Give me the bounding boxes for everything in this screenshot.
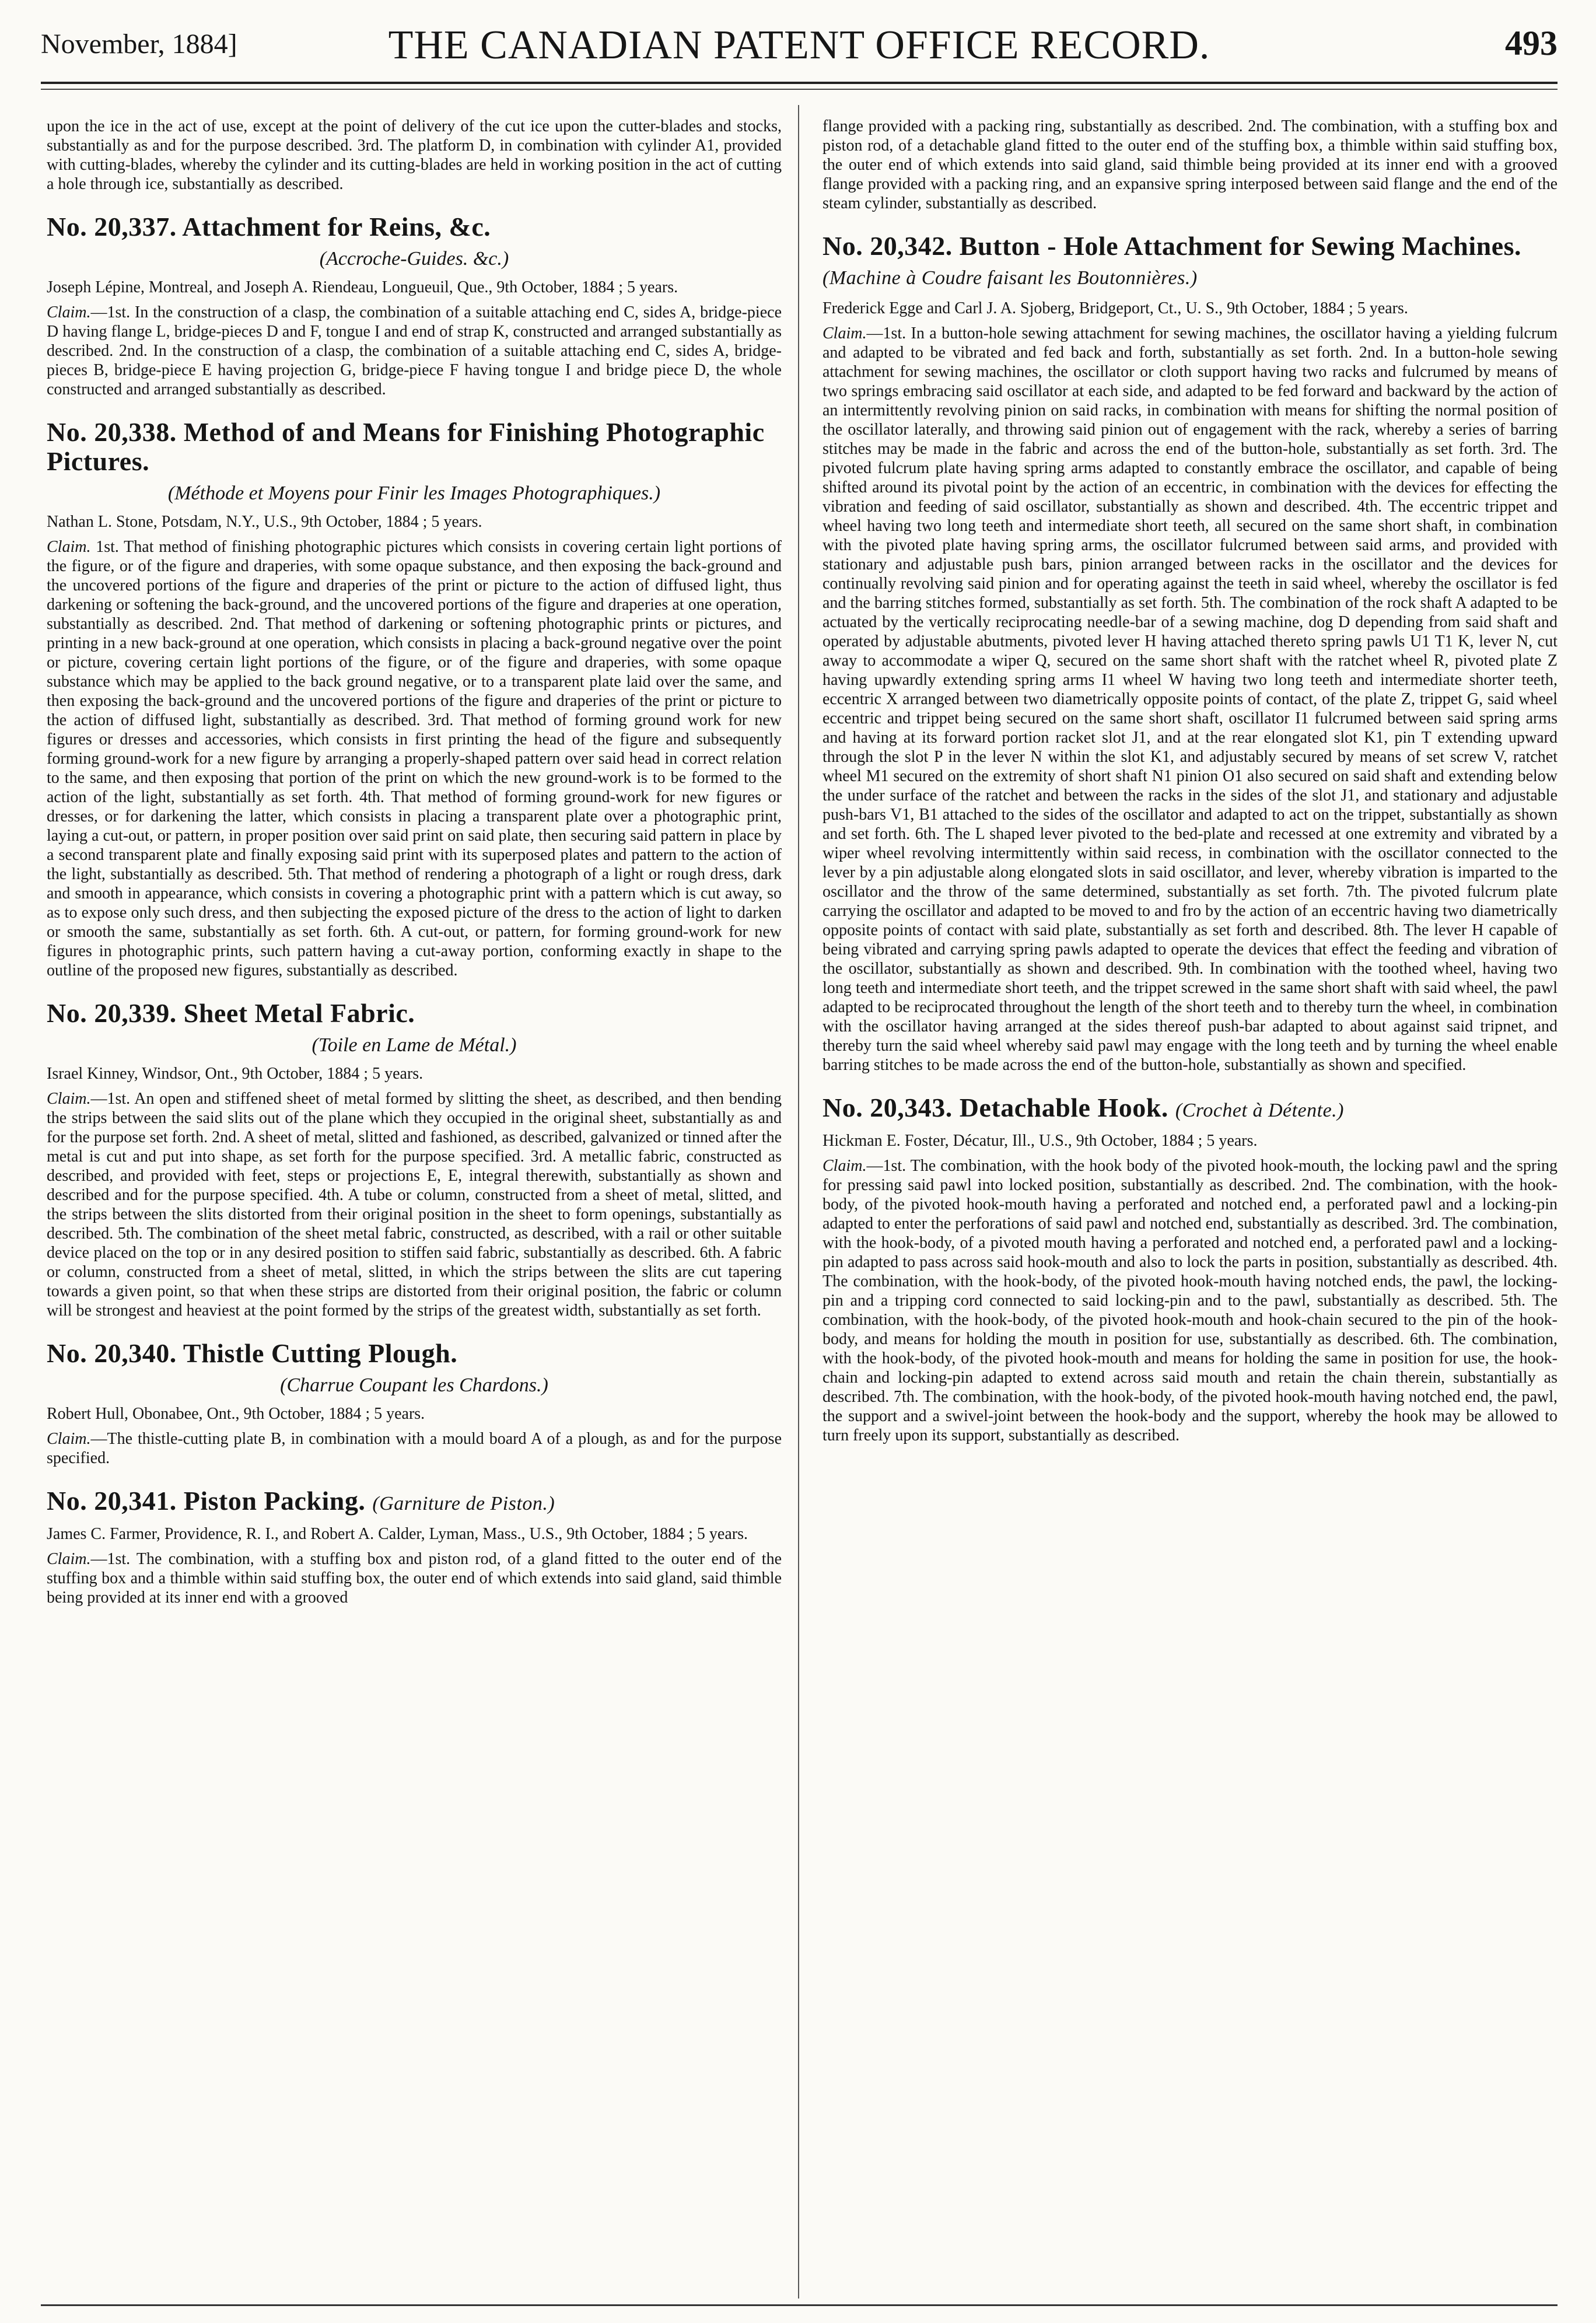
patent-claims <box>47 537 782 980</box>
patent-entry-20341 <box>47 1486 782 1607</box>
patent-title: Piston Packing. <box>183 1486 366 1516</box>
patent-claims <box>822 324 1558 1075</box>
patent-heading <box>822 232 1558 293</box>
patent-title-french: (Charrue Coupant les Chardons.) <box>280 1374 548 1396</box>
patent-inventor: Robert Hull, Obonabee, Ont., 9th October, 1884 ; 5 years. <box>47 1405 425 1423</box>
claims-text: —The thistle-cutting plate B, in combination with a mould board A of a plough, as and for the purpose specified. <box>47 1430 782 1467</box>
patent-entry-20338 <box>47 418 782 980</box>
claim-label: Claim. <box>47 538 91 556</box>
claims-text: —1st. The combination, with a stuffing box and piston rod, of a gland fitted to the outer end of the stuffing box and a thimble within said stuffing box, the outer end of which extends into said gland, said thimble being provided at its inner end with a grooved <box>47 1550 782 1607</box>
patent-inventor: James C. Farmer, Providence, R. I., and Robert A. Calder, Lyman, Mass., U.S., 9th October, 1884 ; 5 years. <box>47 1525 748 1543</box>
claim-label: Claim. <box>47 1090 91 1108</box>
left-column <box>47 117 782 2298</box>
patent-title: Detachable Hook. <box>959 1093 1168 1122</box>
patent-claims <box>822 1156 1558 1445</box>
claim-label: Claim. <box>47 1430 91 1448</box>
patent-claims <box>47 1429 782 1468</box>
patent-title-french: (Accroche-Guides. &c.) <box>319 248 509 270</box>
patent-inventor: Frederick Egge and Carl J. A. Sjoberg, Bridgeport, Ct., U. S., 9th October, 1884 ; 5 years. <box>822 299 1408 317</box>
patent-title: Button - Hole Attachment for Sewing Machines. <box>959 231 1522 261</box>
patent-heading <box>47 1339 782 1368</box>
patent-number: No. 20,338. <box>47 417 177 447</box>
claims-text: —1st. An open and stiffened sheet of metal formed by slitting the sheet, as described, and then bending the strips between the said slits out of the plane which they occupied in the original sheet, substantially as and for the purpose set forth. 2nd. A sheet of metal, slitted and fashioned, as described, galvanized or tinned after the metal is cut and put into shape, as set forth for the purpose specified. 3rd. A metallic fabric, constructed as described, and provided with feet, steps or projections E, E, integral therewith, substantially as shown and described and for the purpose specified. 4th. A tube or column, constructed from a sheet of metal, slitted, and the strips between the slits distorted from their original position in the sheet to form openings, substantially as described. 5th. The combination of the sheet metal fabric, constructed, as described, with a rail or other suitable device placed on the top or in any desired position to stiffen said fabric, substantially as described. 6th. A fabric or column, constructed from a sheet of metal, slitted, in which the strips between the slits are cut tapering towards a given point, so that when these strips are distorted from their original position, the fabric or column will be strongest and heaviest at the point formed by the strips of the greatest width, substantially as set forth. <box>47 1090 782 1320</box>
patent-entry-20343 <box>822 1093 1558 1445</box>
claims-text: —1st. In a button-hole sewing attachment for sewing machines, the oscillator having a yielding fulcrum and adapted to be vibrated and fed back and forth, substantially as set forth. 2nd. In a button-hole sewing attachment for sewing machines, the oscillator or cloth support having two racks and fulcrumed by means of two springs embracing said oscillator at each side, and adapted to be fed forward and backward by the action of an intermittently revolving pinion on said racks, in combination with means for shifting the normal position of the oscillator laterally, and throwing said pinion out of engagement with the rack, whereby a series of barring stitches may be made in the fabric and across the end of the button-hole, substantially as set forth. 3rd. The pivoted fulcrum plate having spring arms adapted to constantly embrace the oscillator, and capable of being shifted around its pivotal point by the action of an eccentric, in combination with the devices for effecting the vibration and feeding of said oscillator, substantially as shown and described. 4th. The eccentric trippet and wheel having two long teeth and intermediate short teeth, all secured on the same short shaft, in combination with the pivoted plate having spring arms, the oscillator fulcrumed between said arms, and provided with stationary and adjustable push bars, pinion arranged between racks in the oscillator and the devices for continually revolving said pinion and for operating against the teeth in said wheel, whereby the oscillator is fed and the barring stitches formed, substantially as set forth. 5th. The combination of the rock shaft A adapted to be actuated by the vertically reciprocating needle-bar of a sewing machine, dog D depending from said shaft and operated by adjustable abutments, pivoted lever H having attached thereto spring pawls U1 T1 K, lever N, cut away to accommodate a wiper Q, secured on the same short shaft with the ratchet wheel R, pivoted plate Z having upwardly extending spring arms I1 wheel W having two long teeth and intermediate shorter teeth, eccentric X arranged between two diametrically opposite points of contact, of the plate Z, trippet G, said wheel eccentric and trippet being secured on the same short shaft, oscillator I1 fulcrumed between said spring arms and having at its forward portion racket slot J1, and at the rear elongated slot K1, pin T extending upward through the slot P in the lever N within the slot K1, and adjustably secured by means of set screw V, ratchet wheel M1 secured on the extremity of short shaft N1 pinion O1 also secured on said shaft and extending below the under surface of the ratchet and between the racks in the sides of the slot J1, and stationary and adjustable push-bars V1, B1 attached to the sides of the oscillator and adapted to act on the trippet, substantially as shown and set forth. 6th. The L shaped lever pivoted to the bed-plate and recessed at one extremity and vibrated by a wiper wheel revolving intermittently within said recess, in combination with the oscillator connected to the lever by a pin adjustable along elongated slots in said oscillator, and lever, whereby vibration is imparted to the oscillator and the throw of the same determined, substantially as set forth. 7th. The pivoted fulcrum plate carrying the oscillator and adapted to be moved to and fro by the action of an eccentric having two diametrically opposite points of contact with said plate, substantially as set forth and described. 8th. The lever H capable of being vibrated and carrying spring pawls adapted to operate the devices that effect the feeding and vibration of the oscillator, substantially as shown and described. 9th. In combination with the toothed wheel, having two long teeth and intermediate short teeth, and the trippet screwed in the same short shaft with said wheel, the pawl adapted to be reciprocated throughout the length of the short teeth and to thereby turn the wheel, in combination with the oscillator having arranged at the sides thereof push-bar adapted to about against said tripnet, and thereby turn the said wheel whereby said pawl may engage with the long teeth and by turning the wheel enable barring stitches to be made across the end of the button-hole, substantially as shown and specified. <box>822 324 1558 1074</box>
patent-claims <box>47 303 782 399</box>
patent-entry-20339 <box>47 999 782 1320</box>
patent-claims <box>47 1089 782 1320</box>
claims-text: —1st. The combination, with the hook body of the pivoted hook-mouth, the locking pawl and the spring for pressing said pawl into locked position, substantially as described. 2nd. The combination, with the hook-body, of the pivoted hook-mouth having a perforated and notched end, a perforated pawl and a locking-pin adapted to enter the perforations of said pawl and notched end, substantially as described. 3rd. The combination, with the hook-body, of a pivoted mouth having a perforated and notched end, a perforated pawl and a locking-pin adapted to pass across said hook-mouth and also to lock the parts in position, substantially as described. 4th. The combination, with the hook-body, of the pivoted hook-mouth having notched ends, the pawl, the locking-pin and a tripping cord connected to said locking-pin and to the pawl, substantially as described. 5th. The combination, with the hook-body, of the pivoted hook-mouth and hook-chain secured to the pin of the hook-body, and means for holding the mouth in position for use, substantially as described. 6th. The combination, with the hook-body, of the pivoted hook-mouth and means for holding the same in position for use, the hook-chain and locking-pin adapted to extend across said mouth and retain the chain therein, substantially as described. 7th. The combination, with the hook-body, of the pivoted hook-mouth having notched end, the pawl, the support and a swivel-joint between the hook-body and the support, whereby the hook may be allowed to turn freely upon its support, substantially as described. <box>822 1157 1558 1444</box>
patent-claims <box>47 1549 782 1607</box>
patent-number: No. 20,337. <box>47 212 177 242</box>
patent-inventor: Hickman E. Foster, Décatur, Ill., U.S., 9th October, 1884 ; 5 years. <box>822 1132 1258 1150</box>
patent-inventor: Joseph Lépine, Montreal, and Joseph A. Riendeau, Longueuil, Que., 9th October, 1884 ; 5 years. <box>47 278 678 296</box>
patent-title-french: (Crochet à Détente.) <box>1175 1100 1344 1121</box>
claim-label: Claim. <box>47 1550 91 1568</box>
patent-number: No. 20,342. <box>822 231 953 261</box>
patent-inventor: Nathan L. Stone, Potsdam, N.Y., U.S., 9th October, 1884 ; 5 years. <box>47 513 482 531</box>
page-number: 493 <box>1505 24 1558 62</box>
patent-heading <box>47 999 782 1028</box>
header-rule <box>41 82 1558 84</box>
claim-label: Claim. <box>822 1157 867 1175</box>
patent-number: No. 20,343. <box>822 1093 953 1122</box>
patent-entry-20342 <box>822 232 1558 1075</box>
header-rule-thin <box>41 89 1558 90</box>
patent-title-french: (Toile en Lame de Métal.) <box>312 1034 517 1056</box>
patent-title-french: (Méthode et Moyens pour Finir les Images Photographiques.) <box>167 482 661 504</box>
patent-inventor: Israel Kinney, Windsor, Ont., 9th October, 1884 ; 5 years. <box>47 1065 424 1083</box>
patent-entry-20340 <box>47 1339 782 1468</box>
column-divider <box>798 105 799 2298</box>
patent-title: Thistle Cutting Plough. <box>183 1338 458 1368</box>
claim-label: Claim. <box>47 303 91 321</box>
patent-number: No. 20,340. <box>47 1338 177 1368</box>
patent-title-french: (Machine à Coudre faisant les Boutonnières.) <box>822 267 1198 289</box>
patent-title: Attachment for Reins, &c. <box>182 212 491 242</box>
header-date: November, 1884] <box>41 29 237 60</box>
patent-title: Method of and Means for Finishing Photographic Pictures. <box>47 417 765 476</box>
footer-rule <box>41 2304 1558 2306</box>
claims-text: —1st. In the construction of a clasp, the combination of a suitable attaching end C, sides A, bridge-piece D having flange L, bridge-pieces D and F, tongue I and end of strap K, constructed and arranged substantially as described. 2nd. In the construction of a clasp, the combination of a suitable attaching end C, sides A, bridge-pieces B, bridge-piece E having projection G, bridge-piece F having tongue I and bridge piece D, the whole constructed and arranged substantially as described. <box>47 303 782 398</box>
claim-label: Claim. <box>822 324 867 342</box>
continued-claim-text: flange provided with a packing ring, substantially as described. 2nd. The combination, with a stuffing box and piston rod, of a detachable gland fitted to the outer end of the stuffing box, a thimble within said stuffing box, the outer end of which extends into said gland, said thimble being provided at its inner end with a grooved flange provided with a packing ring, and an expansive spring interposed between said flange and the end of the steam cylinder, substantially as described. <box>822 117 1558 212</box>
patent-title-french: (Garniture de Piston.) <box>372 1493 555 1514</box>
right-column <box>822 117 1558 2298</box>
patent-heading <box>47 418 782 476</box>
patent-heading <box>47 212 782 242</box>
journal-title: THE CANADIAN PATENT OFFICE RECORD. <box>388 23 1210 68</box>
continued-claim-text: upon the ice in the act of use, except at the point of delivery of the cut ice upon the cutter-blades and stocks, substantially as and for the purpose described. 3rd. The platform D, in combination with cylinder A1, provided with cutting-blades, whereby the cylinder and its cutting-blades are held in working position in the act of cutting a hole through ice, substantially as described. <box>47 117 782 193</box>
patent-heading <box>47 1486 782 1519</box>
patent-number: No. 20,339. <box>47 998 177 1028</box>
patent-heading <box>822 1093 1558 1125</box>
patent-title: Sheet Metal Fabric. <box>183 998 415 1028</box>
patent-entry-20337 <box>47 212 782 399</box>
claims-text: 1st. That method of finishing photographic pictures which consists in covering certain light portions of the figure, or of the figure and draperies, with some opaque substance, and then exposing the back-ground and the uncovered portions of the figure and draperies of the print or picture to the action of diffused light, thus darkening or softening the back-ground, and the uncovered portions of the figure and draperies at one operation, substantially as described. 2nd. That method of darkening or softening photographic prints or pictures, and printing in a new back-ground at one operation, which consists in placing a back-ground negative over the point or picture, covering certain light portions of the figure, or of the figure and draperies, with some opaque substance which may be applied to the back ground negative, or to a transparent plate laid over the same, and then exposing the back-ground and the uncovered portions of the figure and draperies of the print or picture to the action of diffused light, substantially as described. 3rd. That method of forming ground work for new figures or dresses and accessories, which consists in first printing the head of the figure and subsequently forming ground-work for a new figure by arranging a properly-shaped pattern over said head in correct relation to the same, and then exposing that portion of the print on which the new ground-work is to be formed to the action of the light, substantially as set forth. 4th. That method of forming ground-work for new figures or dresses, or for darkening the latter, which consists in placing a transparent plate over a photographic print, laying a cut-out, or pattern, in proper position over said print on said plate, then securing said pattern in place by a second transparent plate and finally exposing said print with its superposed plates and pattern to the action of the light, substantially as described. 5th. That method of rendering a photograph of a light or rough dress, dark and smooth in appearance, which consists in covering a photographic print with a pattern which is cut away, so as to expose only such dress, and then subjecting the exposed picture of the dress to the action of light to darken or smooth the same, substantially as set forth. 6th. A cut-out, or pattern, for forming ground-work for new figures in photographic prints, such pattern having a cut-away portion, conforming exactly in shape to the outline of the proposed new figures, substantially as described. <box>47 538 782 979</box>
patent-number: No. 20,341. <box>47 1486 177 1516</box>
running-header <box>41 18 1558 82</box>
